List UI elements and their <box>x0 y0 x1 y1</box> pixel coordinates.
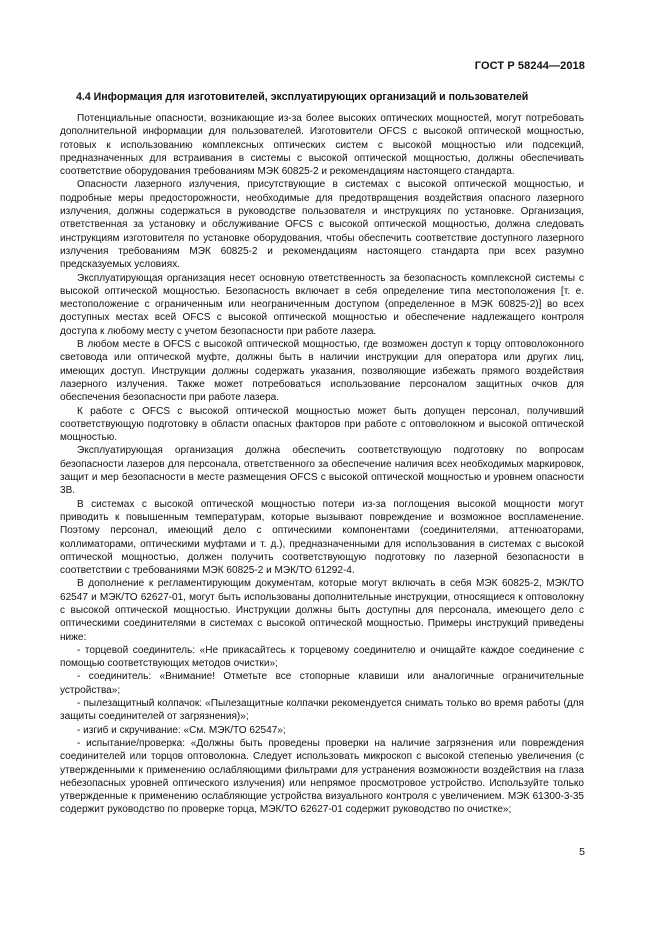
section-heading: 4.4 Информация для изготовителей, эксплуатирующих организаций и пользователей <box>76 91 529 103</box>
paragraph: В системах с высокой оптической мощностью потери из-за поглощения высокой мощности могут приводить к повышенным температурам, которые вызывают повреждение и возможное воспламенение. Поэтому персонал, имеющий дело с оптическими компонентами (соединителями, аттенюаторами, коллиматорами, оптическими муфтами и т. д.), предназначенными для использования в системах с высокой оптической мощностью, должен получить соответствующую подготовку по лазерной безопасности в соответствии с требованиями МЭК 60825-2 и МЭК/ТО 61292-4. <box>60 498 584 577</box>
paragraph: Опасности лазерного излучения, присутствующие в системах с высокой оптической мощностью, и подробные меры предосторожности, необходимые для предотвращения воздействия опасного лазерного излучения, должны содержаться в руководстве пользователя и инструкциях по установке. Организация, ответственная за установку и обслуживание OFCS с высокой оптической мощностью, должна следовать инструкциям изготовителя по установке оборудования, чтобы обеспечить соответствие доступного лазерного излучения требованиям МЭК 60825-2 и рекомендациям настоящего стандарта при всех разумно предсказуемых условиях. <box>60 179 584 271</box>
paragraph: К работе с OFCS с высокой оптической мощностью может быть допущен персонал, получивший соответствующую подготовку в области опасных факторов при работе с оптоволокном и высокой оптической мощностью. <box>60 405 584 444</box>
document-code: ГОСТ Р 58244—2018 <box>474 60 585 72</box>
body-text <box>60 112 584 817</box>
list-item: - пылезащитный колпачок: «Пылезащитные колпачки рекомендуется снимать только во время работы (для защиты соединителей от загрязнения)»; <box>60 698 584 723</box>
list-item: - соединитель: «Внимание! Отметьте все стопорные клавиши или аналогичные ограничительные устройства»; <box>60 671 584 696</box>
list-item: - изгиб и скручивание: «См. МЭК/ТО 62547»; <box>77 724 286 736</box>
paragraph: Эксплуатирующая организация несет основную ответственность за безопасность комплексной системы с высокой оптической мощностью. Безопасность включает в себя определение типа местоположения [т. е. местоположение с ограниченным или неограниченным доступом (определенное в МЭК 60825-2)] во всех доступных местах всей OFCS с высокой оптической мощностью и обеспечение надлежащего контроля доступа к любому месту с учетом безопасности при работе лазера. <box>60 272 584 337</box>
page-number: 5 <box>579 846 585 858</box>
paragraph: Эксплуатирующая организация должна обеспечить соответствующую подготовку по вопросам безопасности лазеров для персонала, ответственного за обеспечение наличия всех необходимых маркировок, защит и мер безопасности в месте размещения OFCS с высокой оптической мощностью и уровнем опасности 3В. <box>60 445 584 497</box>
paragraph: В любом месте в OFCS с высокой оптической мощностью, где возможен доступ к торцу оптоволоконного световода или оптической муфте, должны быть в наличии инструкции для оператора или других лиц, имеющих доступ. Инструкции должны содержать указания, позволяющие избежать прямого воздействия лазерного излучения. Также может потребоваться использование персоналом защитных очков для обеспечения безопасности при работе лазера. <box>60 339 584 404</box>
list-item: - испытание/проверка: «Должны быть проведены проверки на наличие загрязнения или повреждения соединителей или торцов оптоволокна. Следует использовать микроскоп с высокой степенью увеличения (с утвержденными к применению ослабляющими фильтрами для устранения возможности воздействия на глаза небезопасных уровней оптического излучения) или непрямое просмотровое устройство. Используйте только утвержденные к применению ослабляющие устройства визуального контроля с увеличением. МЭК 61300-3-35 содержит руководство по проверке торца, МЭК/ТО 62627-01 содержит руководство по очистке»; <box>60 737 584 816</box>
paragraph: В дополнение к регламентирующим документам, которые могут включать в себя МЭК 60825-2, МЭК/ТО 62547 и МЭК/ТО 62627-01, могут быть использованы дополнительные инструкции, относящиеся к оптоволокну с высокой оптической мощностью. Инструкции должны быть доступны для персонала, имеющего дело с оптическими соединителями в системах с высокой оптической мощностью. Примеры инструкций приведены ниже: <box>60 578 584 643</box>
list-item: - торцевой соединитель: «Не прикасайтесь к торцевому соединителю и очищайте каждое соединение с помощью соответствующих методов очистки»; <box>60 644 584 670</box>
paragraph: Потенциальные опасности, возникающие из-за более высоких оптических мощностей, могут потребовать дополнительной информации для пользователей. Изготовители OFCS с высокой оптической мощностью, готовых к использованию комплексных оптических систем с высокой мощностью или подсекций, предназначенных для встраивания в системы с высокой оптической мощностью, должны обеспечивать соответствие оборудования требованиям МЭК 60825-2 и рекомендациям настоящего стандарта. <box>60 113 584 178</box>
